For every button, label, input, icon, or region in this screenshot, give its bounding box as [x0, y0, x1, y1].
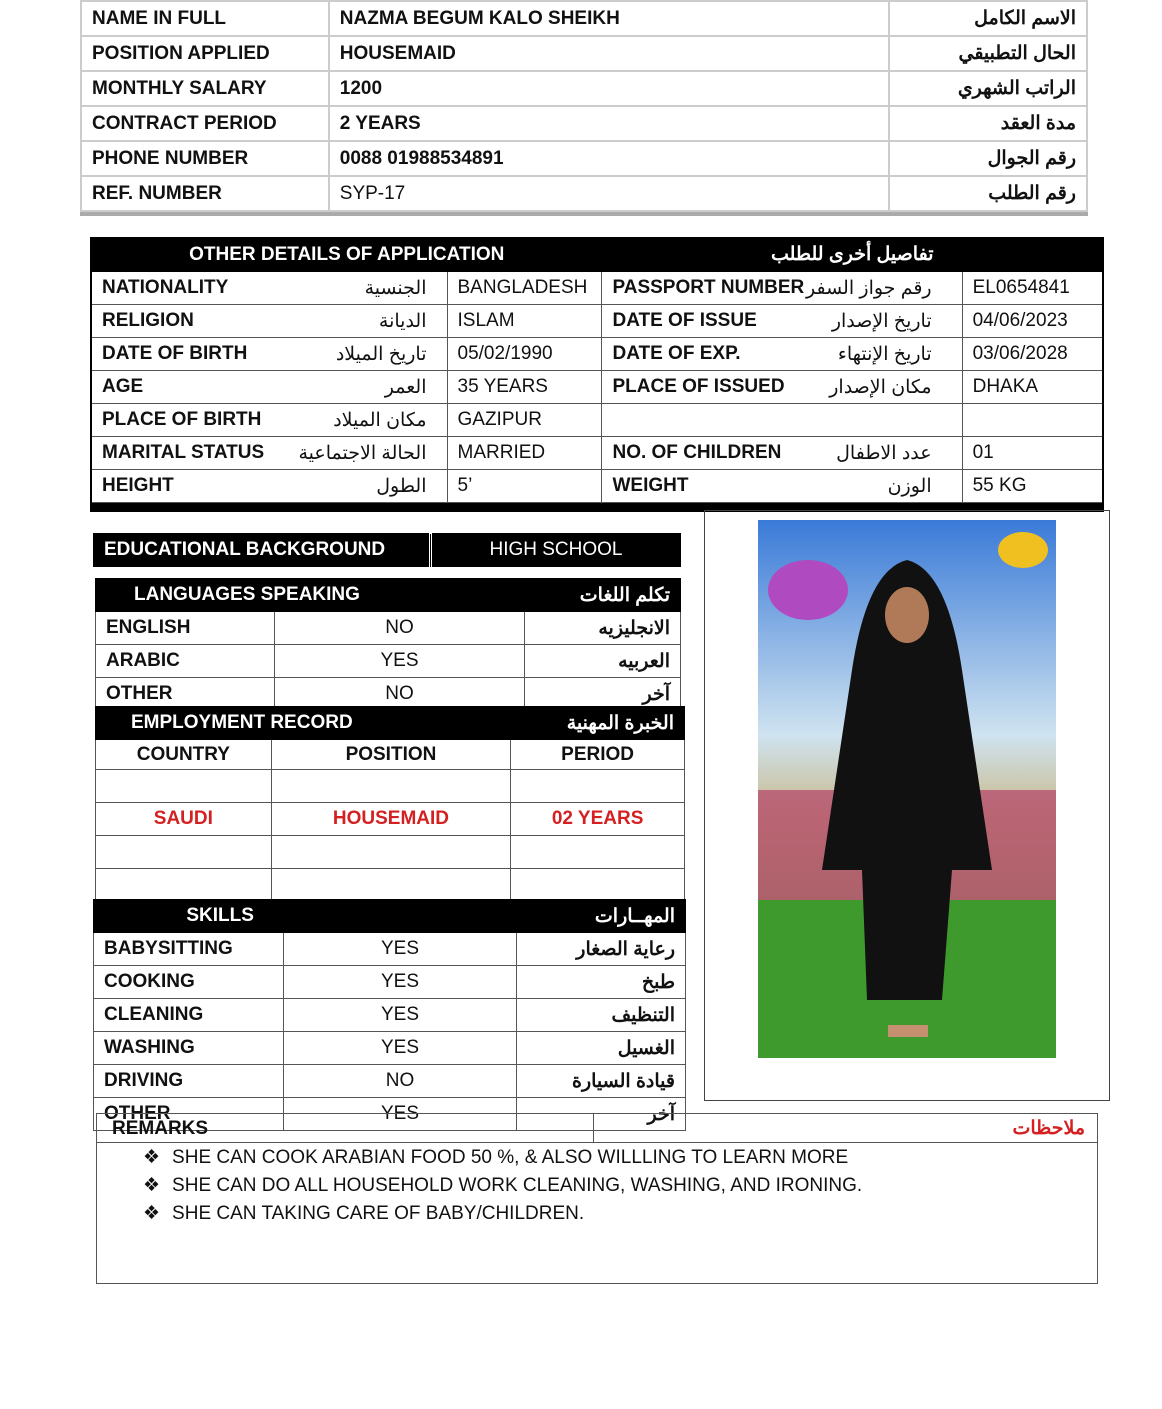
field-label-ar: الاسم الكامل [889, 1, 1087, 36]
language-name: ENGLISH [96, 612, 275, 645]
detail-label-ar: الجنسية [364, 277, 427, 299]
detail-value: 01 [962, 436, 1103, 469]
detail-value: 55 KG [962, 469, 1103, 502]
language-row [96, 645, 681, 678]
details-row [91, 271, 1103, 304]
skill-name: DRIVING [94, 1065, 284, 1098]
skill-name-ar: الغسيل [517, 1032, 686, 1065]
personal-row [81, 106, 1087, 141]
language-name-ar: آخر [525, 678, 681, 711]
employment-title: EMPLOYMENT RECORD [96, 707, 511, 740]
skill-name-ar: آخر [517, 1098, 686, 1131]
field-value: 1200 [329, 71, 890, 106]
field-label: PHONE NUMBER [81, 141, 329, 176]
employment-column-header: COUNTRY [96, 740, 272, 770]
detail-label: WEIGHT [612, 474, 689, 496]
field-label-ar: رقم الطلب [889, 176, 1087, 211]
field-value: SYP-17 [329, 176, 890, 211]
language-name-ar: الانجليزيه [525, 612, 681, 645]
skill-row [94, 966, 686, 999]
skill-name: WASHING [94, 1032, 284, 1065]
language-value: NO [274, 612, 524, 645]
language-name: OTHER [96, 678, 275, 711]
personal-row [81, 71, 1087, 106]
detail-label: NATIONALITY [102, 276, 229, 298]
remark-text: SHE CAN COOK ARABIAN FOOD 50 %, & ALSO WILLLING TO LEARN MORE [172, 1147, 849, 1168]
detail-value: 04/06/2023 [962, 304, 1103, 337]
field-label: NAME IN FULL [81, 1, 329, 36]
detail-label: MARITAL STATUS [102, 441, 265, 463]
personal-row [81, 141, 1087, 176]
details-row [91, 337, 1103, 370]
detail-value: BANGLADESH [447, 271, 602, 304]
detail-label: DATE OF EXP. [612, 342, 741, 364]
remark-text: SHE CAN TAKING CARE OF BABY/CHILDREN. [172, 1203, 585, 1224]
detail-label-ar: تاريخ الإصدار [831, 310, 932, 332]
skill-row [94, 933, 686, 966]
detail-value: 05/02/1990 [447, 337, 602, 370]
details-title-ar: تفاصيل أخرى للطلب [770, 244, 934, 266]
remarks-title: REMARKS [112, 1118, 209, 1139]
skill-value: NO [283, 1065, 516, 1098]
skill-value: YES [283, 999, 516, 1032]
education-label: EDUCATIONAL BACKGROUND [94, 534, 431, 567]
skill-value: YES [283, 1032, 516, 1065]
details-row [91, 304, 1103, 337]
employment-country: SAUDI [96, 803, 272, 836]
details-row [91, 403, 1103, 436]
detail-value: 03/06/2028 [962, 337, 1103, 370]
skill-row [94, 999, 686, 1032]
detail-label-ar: العمر [384, 376, 427, 398]
detail-value [962, 403, 1103, 436]
skill-name-ar: التنظيف [517, 999, 686, 1032]
skill-value: YES [283, 966, 516, 999]
languages-title-ar: تكلم اللغات [525, 579, 681, 612]
detail-value: DHAKA [962, 370, 1103, 403]
employment-column-header: PERIOD [511, 740, 685, 770]
detail-label: PLACE OF ISSUED [612, 375, 785, 397]
field-label-ar: رقم الجوال [889, 141, 1087, 176]
education-value: HIGH SCHOOL [431, 534, 681, 567]
detail-label: PLACE OF BIRTH [102, 408, 262, 430]
field-label: POSITION APPLIED [81, 36, 329, 71]
detail-value: MARRIED [447, 436, 602, 469]
field-value: 2 YEARS [329, 106, 890, 141]
bullet-icon: ❖ [143, 1147, 161, 1168]
skill-value: YES [283, 1098, 516, 1131]
skill-name: CLEANING [94, 999, 284, 1032]
language-value: NO [274, 678, 524, 711]
education-bar [93, 533, 681, 567]
skill-name: OTHER [94, 1098, 284, 1131]
detail-label: DATE OF ISSUE [612, 309, 757, 331]
detail-label: DATE OF BIRTH [102, 342, 248, 364]
skills-title-ar: المهــارات [517, 900, 686, 933]
field-value: NAZMA BEGUM KALO SHEIKH [329, 1, 890, 36]
detail-value: 35 YEARS [447, 370, 602, 403]
field-label: MONTHLY SALARY [81, 71, 329, 106]
detail-label-ar: الديانة [378, 310, 427, 332]
employment-row [96, 803, 685, 836]
skill-name: BABYSITTING [94, 933, 284, 966]
detail-value: 5’ [447, 469, 602, 502]
applicant-photo [758, 520, 1056, 1058]
details-row [91, 370, 1103, 403]
detail-value: GAZIPUR [447, 403, 602, 436]
other-details-table [90, 237, 1104, 512]
personal-info-table [80, 0, 1088, 212]
skill-row [94, 1065, 686, 1098]
field-label-ar: مدة العقد [889, 106, 1087, 141]
detail-label: PASSPORT NUMBER [612, 276, 805, 298]
remarks-title-ar: ملاحظات [1012, 1118, 1085, 1139]
photo-frame [704, 510, 1110, 1101]
detail-label-ar: تاريخ الميلاد [335, 343, 427, 365]
employment-period: 02 YEARS [511, 803, 685, 836]
skill-row [94, 1032, 686, 1065]
field-value: 0088 01988534891 [329, 141, 890, 176]
skill-name-ar: قيادة السيارة [517, 1065, 686, 1098]
languages-table [95, 578, 681, 711]
remarks-box [96, 1113, 1098, 1284]
detail-label: NO. OF CHILDREN [612, 441, 782, 463]
detail-label-ar: الوزن [887, 475, 932, 497]
personal-row [81, 176, 1087, 211]
language-value: YES [274, 645, 524, 678]
skill-name-ar: طبخ [517, 966, 686, 999]
language-name-ar: العربيه [525, 645, 681, 678]
details-row [91, 469, 1103, 502]
skills-table [93, 899, 686, 1131]
field-label-ar: الحال التطبيقي [889, 36, 1087, 71]
field-label: CONTRACT PERIOD [81, 106, 329, 141]
employment-header-row [96, 740, 685, 770]
employment-title-ar: الخبرة المهنية [511, 707, 685, 740]
skill-value: YES [283, 933, 516, 966]
remark-item [143, 1202, 1097, 1230]
skills-title: SKILLS [94, 900, 517, 933]
field-label: REF. NUMBER [81, 176, 329, 211]
detail-label: RELIGION [102, 309, 194, 331]
remark-item [143, 1174, 1097, 1202]
detail-label-ar: مكان الإصدار [829, 376, 932, 398]
employment-table [95, 706, 685, 902]
bullet-icon: ❖ [143, 1175, 161, 1196]
field-label-ar: الراتب الشهري [889, 71, 1087, 106]
detail-label-ar: مكان الميلاد [333, 409, 427, 431]
details-title: OTHER DETAILS OF APPLICATION [189, 243, 505, 265]
detail-label-ar: رقم جواز السفر [806, 277, 932, 299]
bullet-icon: ❖ [143, 1203, 161, 1224]
skill-name-ar: رعاية الصغار [517, 933, 686, 966]
details-row [91, 436, 1103, 469]
detail-value: EL0654841 [962, 271, 1103, 304]
detail-label-ar: تاريخ الإنتهاء [837, 343, 932, 365]
detail-label-ar: الحالة الاجتماعية [298, 442, 427, 464]
remark-text: SHE CAN DO ALL HOUSEHOLD WORK CLEANING, WASHING, AND IRONING. [172, 1175, 863, 1196]
detail-label: HEIGHT [102, 474, 174, 496]
detail-label: AGE [102, 375, 144, 397]
detail-label-ar: عدد الاطفال [836, 442, 932, 464]
employment-column-header: POSITION [271, 740, 511, 770]
remark-item [143, 1146, 1097, 1174]
languages-title: LANGUAGES SPEAKING [96, 579, 525, 612]
skill-name: COOKING [94, 966, 284, 999]
personal-row [81, 1, 1087, 36]
detail-label-ar: الطول [376, 475, 427, 497]
detail-value: ISLAM [447, 304, 602, 337]
field-value: HOUSEMAID [329, 36, 890, 71]
language-row [96, 612, 681, 645]
employment-position: HOUSEMAID [271, 803, 511, 836]
personal-row [81, 36, 1087, 71]
language-name: ARABIC [96, 645, 275, 678]
